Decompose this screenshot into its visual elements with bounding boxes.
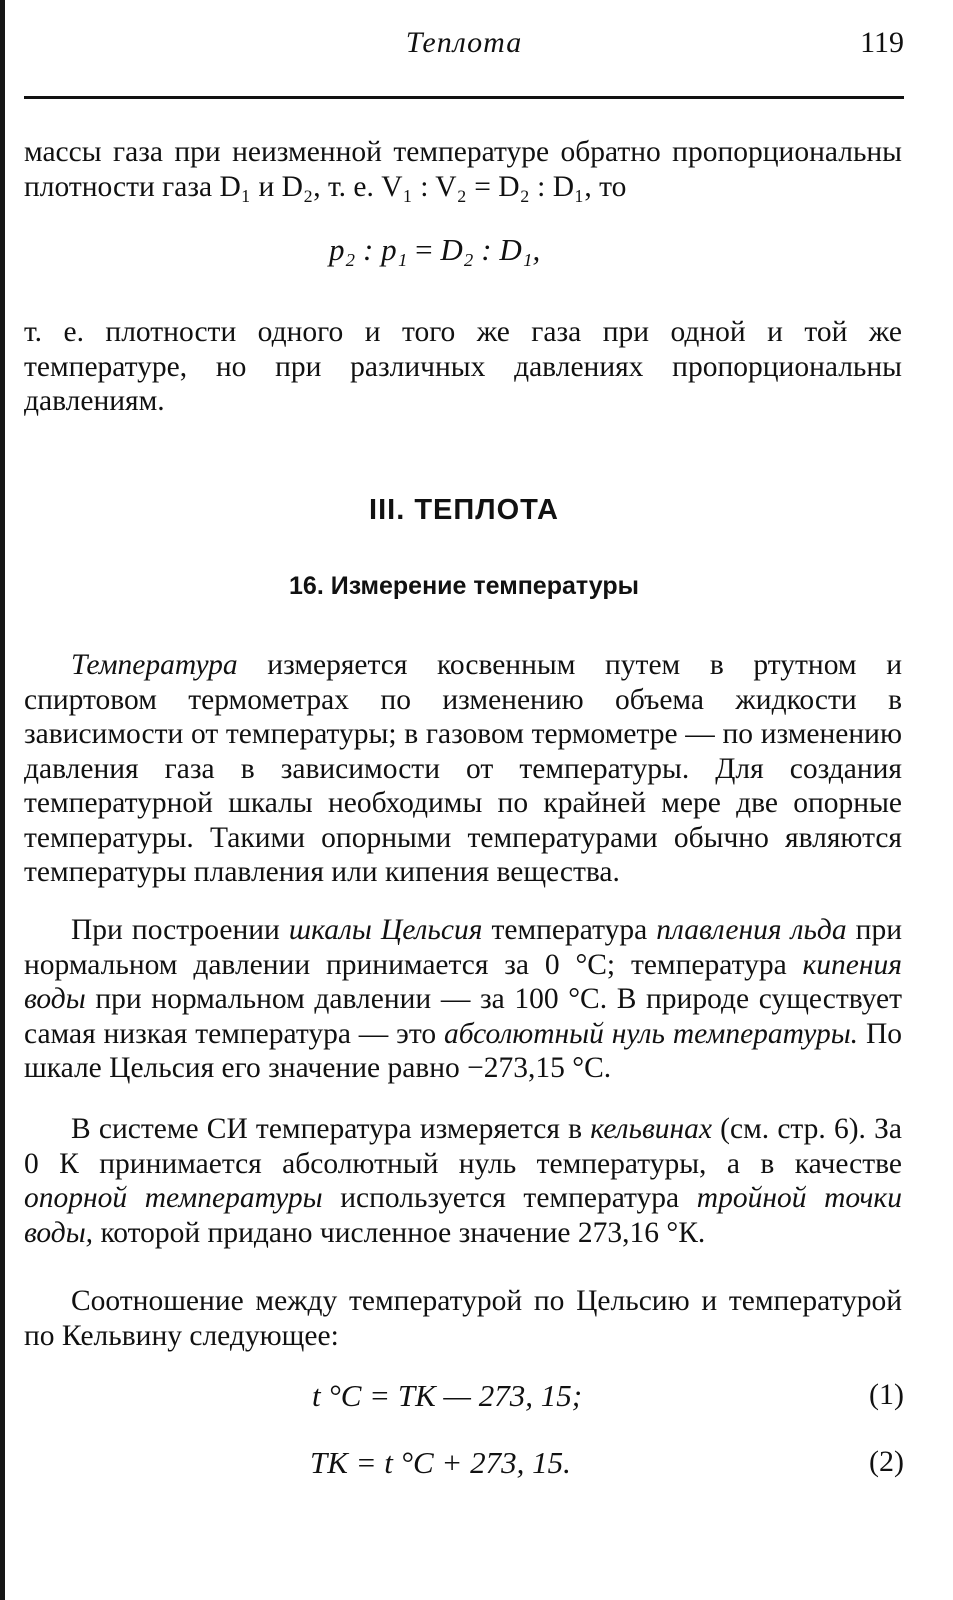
term-reference-temperature: опорной температуры: [24, 1182, 323, 1214]
paragraph-continuation: массы газа при неизменной температуре обратно пропорциональны плотности газа D₁ и D₂, т. е. V₁ : V₂ = D₂ : D₁, то: [24, 136, 902, 203]
header-rule: [24, 96, 904, 99]
formula-lhs: p₂ : p₁: [329, 232, 408, 267]
term-temperature: Температура: [71, 649, 238, 681]
paragraph-relation: Соотношение между температурой по Цельсию и температурой по Кельвину следующее:: [24, 1285, 902, 1352]
term-ice-melting: плавления льда: [656, 914, 847, 946]
running-title: Теплота: [405, 26, 523, 59]
paragraph-celsius-scale: При построении шкалы Цельсия температура плавления льда при нормальном давлении принимается за 0 °С; температура кипения воды при нормальном давлении — за 100 °С. В природе существует самая низкая температура — это абсолютный нуль температуры. По шкале Цельсия его значение равно −273,15 °С.: [24, 914, 902, 1084]
page-number: 119: [860, 26, 904, 59]
term-celsius-scale: шкалы Цельсия: [288, 914, 483, 946]
equation-2-expr: ТК = t °С + 273, 15.: [310, 1445, 571, 1480]
term-kelvins: кельвинах: [590, 1113, 712, 1145]
section-title: 16. Измерение температуры: [289, 572, 639, 600]
paragraph-si-kelvin: В системе СИ температура измеряется в кельвинах (см. стр. 6). За 0 К принимается абсолютный нуль температуры, а в качестве опорной температуры используется температура тройной точки воды, которой придано численное значение 273,16 °К.: [24, 1113, 902, 1249]
paragraph-temperature-definition: Температура измеряется косвенным путем в ртутном и спиртовом термометрах по изменению объема жидкости в зависимости от температуры; в газовом термометре — по изменению давления газа в зависимости от температуры. Для создания температурной шкалы необходимы по крайней мере две опорные температуры. Такими опорными температурами обычно являются температуры плавления или кипения вещества.: [24, 649, 902, 888]
term-water-boiling: кипения воды: [24, 948, 902, 1015]
chapter-title: III. ТЕПЛОТА: [369, 494, 559, 526]
equation-1-number: (1): [869, 1378, 904, 1411]
term-triple-point: тройной точки воды,: [24, 1182, 902, 1249]
equation-2-number: (2): [869, 1445, 904, 1478]
formula-pressure-density: p₂ : p₁ = D₂ : D₁,: [329, 232, 541, 267]
equation-1-expr: t °С = ТК — 273, 15;: [312, 1378, 583, 1413]
paragraph-conclusion: т. е. плотности одного и того же газа при одной и той же температуре, но при различных давлениях пропорциональны давлениям.: [24, 316, 902, 417]
page-edge-rule: [0, 0, 5, 1600]
running-header: [24, 26, 904, 76]
term-absolute-zero: абсолютный нуль температуры.: [443, 1017, 859, 1050]
formula-rhs: D₂ : D₁,: [440, 232, 541, 267]
